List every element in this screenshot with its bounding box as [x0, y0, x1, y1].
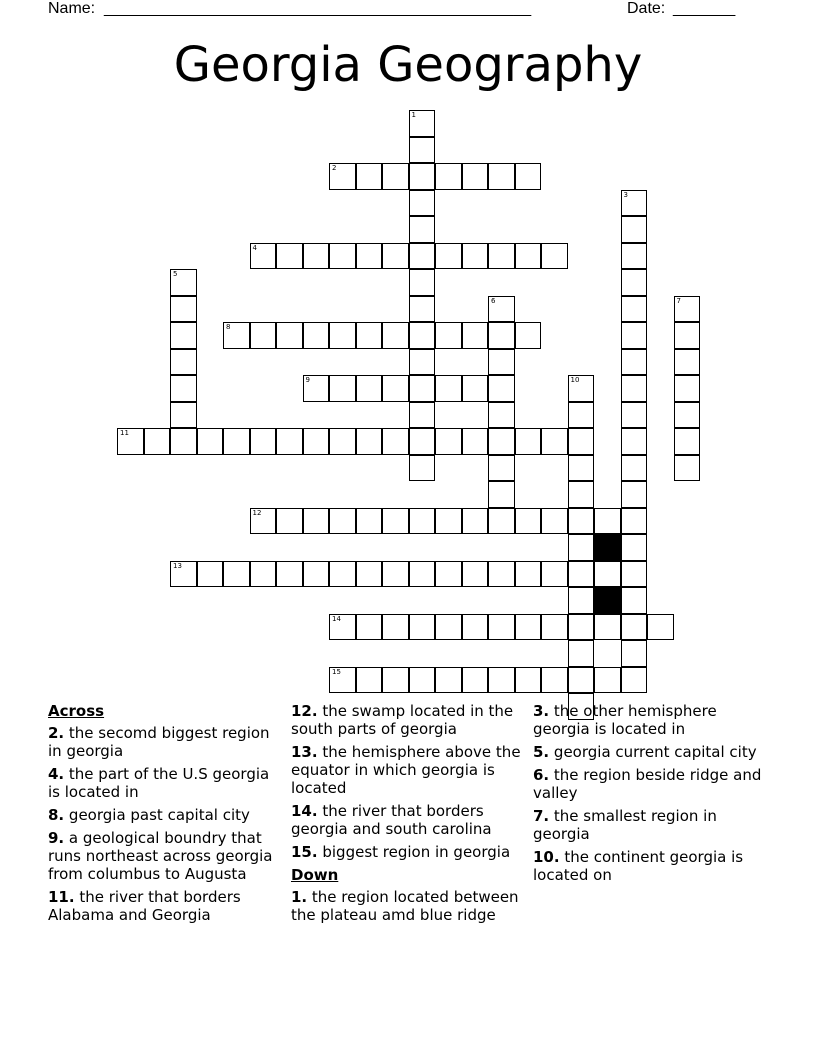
grid-cell[interactable] — [568, 428, 595, 455]
grid-cell[interactable] — [329, 375, 356, 402]
grid-cell[interactable] — [303, 508, 330, 535]
grid-cell[interactable] — [488, 428, 515, 455]
grid-cell[interactable] — [488, 614, 515, 641]
grid-cell[interactable] — [409, 667, 436, 694]
grid-cell[interactable] — [568, 640, 595, 667]
clue-column-2 — [291, 702, 527, 929]
grid-cell[interactable] — [488, 667, 515, 694]
clue-number-label: 6 — [491, 296, 496, 305]
grid-cell[interactable] — [409, 455, 436, 482]
name-line[interactable]: ________________________________________________ — [104, 0, 532, 17]
grid-cell[interactable] — [329, 614, 356, 641]
clue-item — [533, 766, 769, 802]
black-cell — [594, 534, 621, 561]
grid-cell[interactable] — [541, 667, 568, 694]
clue-item-number: 6. — [533, 766, 550, 784]
grid-cell[interactable] — [621, 481, 648, 508]
grid-cell[interactable] — [409, 375, 436, 402]
clue-number-label: 7 — [676, 296, 681, 305]
clue-column-1 — [48, 702, 284, 929]
grid-cell[interactable] — [170, 269, 197, 296]
grid-cell[interactable] — [409, 190, 436, 217]
across-clue-list — [48, 724, 284, 924]
grid-cell[interactable] — [621, 667, 648, 694]
grid-cell[interactable] — [409, 508, 436, 535]
grid-cell[interactable] — [435, 508, 462, 535]
grid-cell[interactable] — [409, 163, 436, 190]
grid-cell[interactable] — [356, 614, 383, 641]
grid-cell[interactable] — [515, 322, 542, 349]
grid-cell[interactable] — [594, 561, 621, 588]
grid-cell[interactable] — [488, 322, 515, 349]
grid-cell[interactable] — [356, 667, 383, 694]
clue-item — [291, 802, 527, 838]
clue-item — [533, 702, 769, 738]
date-line[interactable]: _______ — [673, 0, 736, 17]
grid-cell[interactable] — [409, 402, 436, 429]
grid-cell[interactable] — [409, 322, 436, 349]
grid-cell[interactable] — [223, 428, 250, 455]
grid-cell[interactable] — [303, 322, 330, 349]
grid-cell[interactable] — [382, 322, 409, 349]
clue-item-number: 10. — [533, 848, 560, 866]
grid-cell[interactable] — [621, 455, 648, 482]
grid-cell[interactable] — [515, 243, 542, 270]
grid-cell[interactable] — [515, 561, 542, 588]
grid-cell[interactable] — [197, 428, 224, 455]
grid-cell[interactable] — [356, 561, 383, 588]
clue-number-label: 3 — [623, 190, 628, 199]
grid-cell[interactable] — [303, 375, 330, 402]
grid-cell[interactable] — [515, 428, 542, 455]
clue-item-text: the swamp located in the south parts of georgia — [291, 702, 514, 738]
grid-cell[interactable] — [674, 455, 701, 482]
grid-cell[interactable] — [435, 614, 462, 641]
clue-item-text: the river that borders georgia and south carolina — [291, 802, 492, 838]
down-heading: Down — [291, 866, 339, 884]
grid-cell[interactable] — [435, 243, 462, 270]
down-clue-list-continued — [533, 702, 769, 884]
grid-cell[interactable] — [329, 243, 356, 270]
clue-item-number: 7. — [533, 807, 550, 825]
clue-item-text: the smallest region in georgia — [533, 807, 717, 843]
clue-item-text: georgia past capital city — [68, 806, 250, 824]
grid-cell[interactable] — [435, 163, 462, 190]
grid-cell[interactable] — [303, 243, 330, 270]
grid-cell[interactable] — [144, 428, 171, 455]
grid-cell[interactable] — [621, 216, 648, 243]
grid-cell[interactable] — [515, 163, 542, 190]
grid-cell[interactable] — [488, 163, 515, 190]
grid-cell[interactable] — [488, 296, 515, 323]
grid-cell[interactable] — [250, 428, 277, 455]
clue-item-text: the part of the U.S georgia is located in — [48, 765, 270, 801]
clue-item-number: 12. — [291, 702, 318, 720]
grid-cell[interactable] — [409, 561, 436, 588]
grid-cell[interactable] — [382, 428, 409, 455]
grid-cell[interactable] — [356, 243, 383, 270]
grid-cell[interactable] — [250, 561, 277, 588]
grid-cell[interactable] — [117, 428, 144, 455]
grid-cell[interactable] — [568, 587, 595, 614]
grid-cell[interactable] — [303, 561, 330, 588]
clue-number-label: 5 — [173, 270, 178, 278]
grid-cell[interactable] — [594, 614, 621, 641]
grid-cell[interactable] — [568, 402, 595, 429]
grid-cell[interactable] — [462, 561, 489, 588]
grid-cell[interactable] — [382, 508, 409, 535]
grid-cell[interactable] — [515, 508, 542, 535]
clue-item-number: 13. — [291, 743, 318, 761]
clue-item-number: 9. — [48, 829, 65, 847]
grid-cell[interactable] — [594, 667, 621, 694]
down-clue-list — [291, 888, 527, 924]
grid-cell[interactable] — [462, 243, 489, 270]
grid-cell[interactable] — [435, 561, 462, 588]
grid-cell[interactable] — [462, 428, 489, 455]
grid-cell[interactable] — [435, 667, 462, 694]
name-label: Name: — [48, 0, 96, 17]
grid-cell[interactable] — [276, 322, 303, 349]
clue-item-number: 5. — [533, 743, 550, 761]
grid-cell[interactable] — [276, 243, 303, 270]
grid-cell[interactable] — [329, 163, 356, 190]
grid-cell[interactable] — [435, 322, 462, 349]
grid-cell[interactable] — [356, 428, 383, 455]
grid-cell[interactable] — [568, 481, 595, 508]
grid-cell[interactable] — [409, 428, 436, 455]
grid-cell[interactable] — [303, 428, 330, 455]
grid-cell[interactable] — [488, 402, 515, 429]
clue-item-text: a geological boundry that runs northeast across georgia from columbus to Augusta — [48, 829, 273, 883]
grid-cell[interactable] — [568, 375, 595, 402]
grid-cell[interactable] — [621, 614, 648, 641]
clue-item — [48, 829, 284, 883]
grid-cell[interactable] — [170, 402, 197, 429]
grid-cell[interactable] — [568, 508, 595, 535]
grid-cell[interactable] — [276, 508, 303, 535]
grid-cell[interactable] — [409, 296, 436, 323]
grid-cell[interactable] — [329, 561, 356, 588]
grid-cell[interactable] — [170, 561, 197, 588]
clue-column-3 — [533, 702, 769, 889]
clue-item-text: the continent georgia is located on — [533, 848, 744, 884]
grid-cell[interactable] — [568, 455, 595, 482]
clue-item-number: 1. — [291, 888, 308, 906]
grid-cell[interactable] — [382, 614, 409, 641]
clue-number-label: 2 — [332, 164, 337, 172]
clue-item-text: georgia current capital city — [553, 743, 757, 761]
grid-cell[interactable] — [674, 402, 701, 429]
across-heading: Across — [48, 702, 105, 720]
grid-cell[interactable] — [621, 322, 648, 349]
clue-number-label: 1 — [411, 111, 416, 119]
puzzle-title: Georgia Geography — [173, 37, 643, 93]
clue-item — [533, 743, 769, 761]
grid-cell[interactable] — [462, 163, 489, 190]
grid-cell[interactable] — [409, 216, 436, 243]
grid-cell[interactable] — [223, 561, 250, 588]
across-clue-list-continued — [291, 702, 527, 861]
clue-item — [533, 807, 769, 843]
grid-cell[interactable] — [170, 428, 197, 455]
grid-cell[interactable] — [621, 269, 648, 296]
grid-cell[interactable] — [170, 322, 197, 349]
grid-cell[interactable] — [462, 375, 489, 402]
grid-cell[interactable] — [488, 508, 515, 535]
clue-item-text: the hemisphere above the equator in which georgia is located — [291, 743, 521, 797]
clue-item — [48, 806, 284, 824]
clue-number-label: 14 — [332, 614, 341, 623]
grid-cell[interactable] — [409, 614, 436, 641]
grid-cell[interactable] — [382, 561, 409, 588]
grid-cell[interactable] — [462, 508, 489, 535]
grid-cell[interactable] — [356, 163, 383, 190]
grid-cell[interactable] — [621, 561, 648, 588]
clue-number-label: 15 — [332, 667, 341, 676]
grid-cell[interactable] — [621, 402, 648, 429]
grid-cell[interactable] — [329, 322, 356, 349]
grid-cell[interactable] — [409, 243, 436, 270]
grid-cell[interactable] — [409, 349, 436, 376]
grid-cell[interactable] — [276, 561, 303, 588]
grid-cell[interactable] — [356, 322, 383, 349]
grid-cell[interactable] — [541, 614, 568, 641]
grid-cell[interactable] — [329, 667, 356, 694]
clue-item — [291, 888, 527, 924]
grid-cell[interactable] — [488, 349, 515, 376]
grid-cell[interactable] — [621, 534, 648, 561]
grid-cell[interactable] — [647, 614, 674, 641]
clue-number-label: 13 — [173, 561, 182, 570]
clue-number-label: 8 — [226, 323, 231, 331]
clue-item-text: the region located between the plateau amd blue ridge — [291, 888, 519, 924]
clue-item — [48, 724, 284, 760]
grid-cell[interactable] — [568, 614, 595, 641]
grid-cell[interactable] — [621, 508, 648, 535]
grid-cell[interactable] — [568, 534, 595, 561]
clue-item-text: biggest region in georgia — [322, 843, 511, 861]
grid-cell[interactable] — [170, 349, 197, 376]
clue-item-number: 4. — [48, 765, 65, 783]
clue-item — [533, 848, 769, 884]
grid-cell[interactable] — [674, 349, 701, 376]
grid-cell[interactable] — [435, 428, 462, 455]
grid-cell[interactable] — [223, 322, 250, 349]
grid-cell[interactable] — [488, 455, 515, 482]
grid-cell[interactable] — [356, 375, 383, 402]
grid-cell[interactable] — [435, 375, 462, 402]
grid-cell[interactable] — [488, 375, 515, 402]
date-label: Date: — [627, 0, 666, 17]
clue-number-label: 4 — [252, 243, 257, 252]
clue-item-number: 11. — [48, 888, 75, 906]
grid-cell[interactable] — [621, 296, 648, 323]
black-cell — [594, 587, 621, 614]
grid-cell[interactable] — [488, 481, 515, 508]
grid-cell[interactable] — [170, 375, 197, 402]
grid-cell[interactable] — [250, 322, 277, 349]
grid-cell[interactable] — [462, 614, 489, 641]
clue-item-text: the region beside ridge and valley — [533, 766, 762, 802]
grid-cell[interactable] — [382, 243, 409, 270]
grid-cell[interactable] — [515, 667, 542, 694]
grid-cell[interactable] — [409, 269, 436, 296]
grid-cell[interactable] — [488, 561, 515, 588]
clue-number-label: 11 — [120, 429, 129, 437]
grid-cell[interactable] — [621, 428, 648, 455]
clue-item — [291, 702, 527, 738]
clue-number-label: 10 — [570, 376, 580, 384]
grid-cell[interactable] — [488, 243, 515, 270]
clue-item — [291, 743, 527, 797]
grid-cell[interactable] — [382, 163, 409, 190]
grid-cell[interactable] — [329, 508, 356, 535]
clue-item — [48, 888, 284, 924]
grid-cell[interactable] — [568, 667, 595, 694]
grid-cell[interactable] — [674, 322, 701, 349]
grid-cell[interactable] — [621, 640, 648, 667]
clue-item — [48, 765, 284, 801]
clue-item-number: 15. — [291, 843, 318, 861]
clue-item-number: 3. — [533, 702, 550, 720]
grid-cell[interactable] — [409, 110, 436, 137]
grid-cell[interactable] — [329, 428, 356, 455]
grid-cell[interactable] — [621, 190, 648, 217]
grid-cell[interactable] — [621, 349, 648, 376]
grid-cell[interactable] — [462, 322, 489, 349]
clue-number-label: 9 — [305, 376, 310, 384]
grid-cell[interactable] — [382, 375, 409, 402]
clue-item-text: the river that borders Alabama and Georgia — [48, 888, 241, 924]
clue-item-text: the other hemisphere georgia is located in — [533, 702, 717, 738]
grid-cell[interactable] — [594, 508, 621, 535]
grid-cell[interactable] — [382, 667, 409, 694]
clue-item-number: 14. — [291, 802, 318, 820]
grid-cell[interactable] — [197, 561, 224, 588]
grid-cell[interactable] — [170, 296, 197, 323]
grid-cell[interactable] — [250, 508, 277, 535]
clue-item-text: the secomd biggest region in georgia — [48, 724, 270, 760]
grid-cell[interactable] — [409, 137, 436, 164]
clue-item-number: 2. — [48, 724, 65, 742]
grid-cell[interactable] — [276, 428, 303, 455]
grid-cell[interactable] — [674, 428, 701, 455]
grid-cell[interactable] — [462, 667, 489, 694]
clue-item — [291, 843, 527, 861]
clue-number-label: 12 — [252, 508, 262, 517]
grid-cell[interactable] — [541, 561, 568, 588]
grid-cell[interactable] — [621, 375, 648, 402]
grid-cell[interactable] — [621, 587, 648, 614]
grid-cell[interactable] — [621, 243, 648, 270]
clue-item-number: 8. — [48, 806, 65, 824]
grid-cell[interactable] — [568, 561, 595, 588]
grid-cell[interactable] — [250, 243, 277, 270]
grid-cell[interactable] — [541, 428, 568, 455]
grid-cell[interactable] — [356, 508, 383, 535]
grid-cell[interactable] — [541, 243, 568, 270]
grid-cell[interactable] — [674, 296, 701, 323]
grid-cell[interactable] — [515, 614, 542, 641]
grid-cell[interactable] — [674, 375, 701, 402]
grid-cell[interactable] — [541, 508, 568, 535]
